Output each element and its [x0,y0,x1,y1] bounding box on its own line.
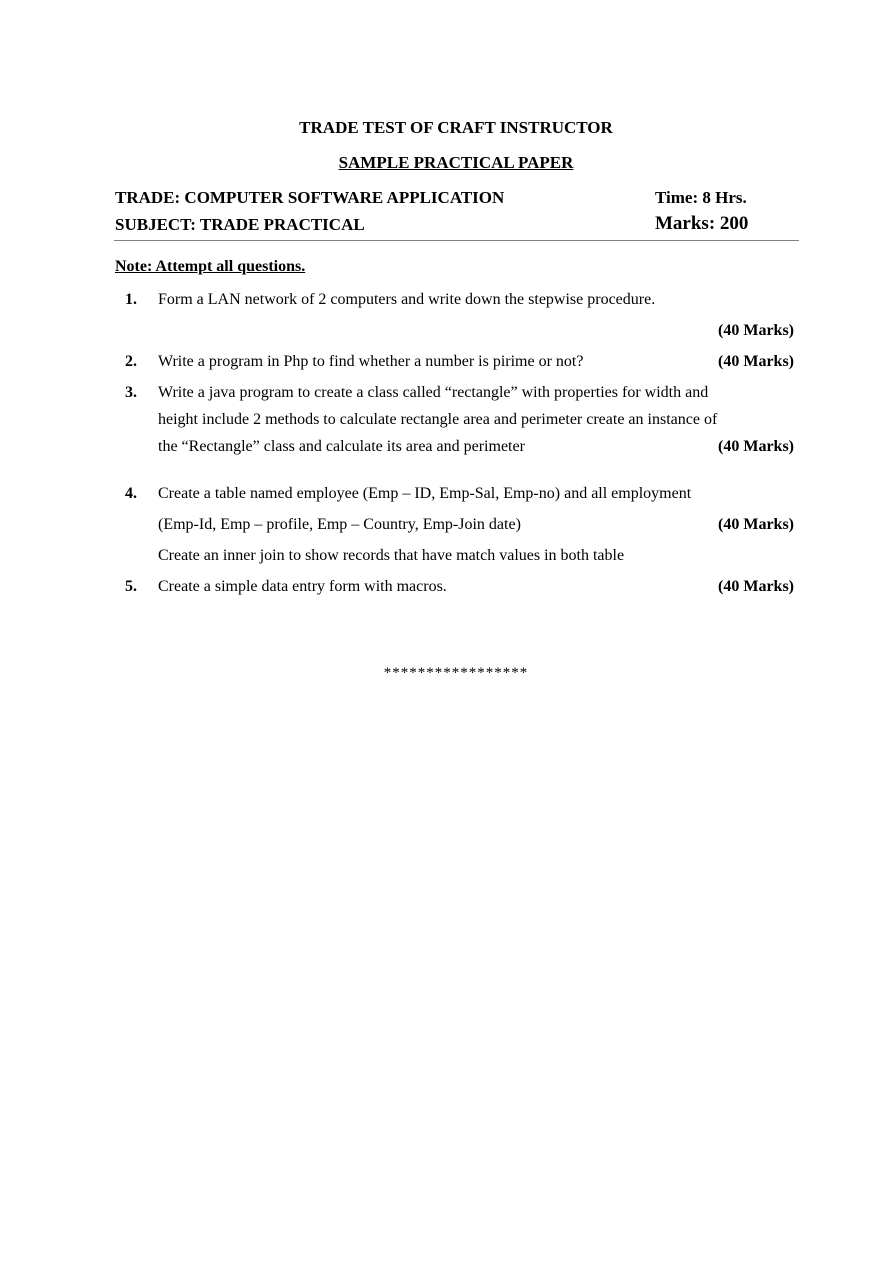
question-text-line: Create an inner join to show records that have match values in both table [158,547,625,564]
paper-title: TRADE TEST OF CRAFT INSTRUCTOR [299,118,613,137]
trade-label: TRADE: COMPUTER SOFTWARE APPLICATION [115,188,505,207]
subject-label: SUBJECT: TRADE PRACTICAL [115,215,365,234]
question-marks: (40 Marks) [718,516,794,533]
question-text-line: Write a java program to create a class called “rectangle” with properties for width and [158,384,709,401]
instructions-note: Note: Attempt all questions. [115,258,306,275]
question-number: 5. [125,578,137,595]
header-divider [114,240,799,241]
question-number: 3. [125,384,137,401]
question-marks: (40 Marks) [718,578,794,595]
question-text-line: (Emp-Id, Emp – profile, Emp – Country, Emp-Join date) [158,516,521,533]
question-number: 2. [125,353,137,370]
question-text-line: Create a simple data entry form with macros. [158,578,447,595]
question-marks: (40 Marks) [718,322,794,339]
question-marks: (40 Marks) [718,353,794,370]
question-number: 1. [125,291,137,308]
question-text-line: height include 2 methods to calculate rectangle area and perimeter create an instance of [158,411,718,428]
question-text-line: the “Rectangle” class and calculate its area and perimeter [158,438,525,455]
question-text-line: Create a table named employee (Emp – ID, Emp-Sal, Emp-no) and all employment [158,485,692,502]
question-text-line: Form a LAN network of 2 computers and write down the stepwise procedure. [158,291,656,308]
end-of-paper-marker: ***************** [383,665,529,681]
total-marks-label: Marks: 200 [655,213,749,234]
question-marks: (40 Marks) [718,438,794,455]
time-label: Time: 8 Hrs. [655,188,747,207]
paper-subtitle: SAMPLE PRACTICAL PAPER [338,153,574,172]
question-text-line: Write a program in Php to find whether a number is pirime or not? [158,353,584,370]
question-number: 4. [125,485,137,502]
